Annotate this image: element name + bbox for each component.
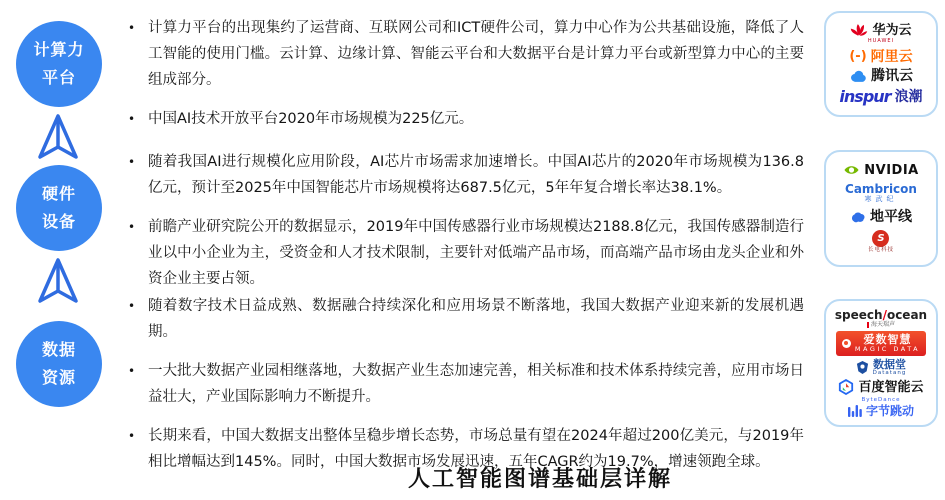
- speechocean-left: speech: [834, 308, 883, 323]
- logo-horizon-label: 地平线: [870, 208, 912, 225]
- logo-cambricon: [845, 183, 917, 203]
- logo-magic-data-en: MAGIC DATA: [854, 345, 921, 354]
- datatang-emblem-icon: [856, 361, 869, 374]
- logo-nvidia-label: NVIDIA: [864, 162, 919, 178]
- bytedance-bars-icon: [848, 405, 862, 417]
- bullet-text: 前瞻产业研究院公开的数据显示，2019年中国传感器行业市场规模达2188.8亿元，我国传感器制造行业以中小企业为主，受资金和人才技术限制，主要针对低端产品市场，而高端产品市场由龙头企业和外资企业主要占领。: [148, 219, 804, 287]
- logo-speechocean-cn: 海天瑞声: [867, 322, 895, 328]
- bytedance-row: [848, 405, 914, 417]
- magic-data-paw-icon: [842, 339, 851, 348]
- page-title: 人工智能图谱基础层详解: [407, 467, 672, 492]
- baidu-hexagon-icon: [838, 379, 854, 395]
- up-arrow-icon: [33, 113, 83, 161]
- speechocean-right: ocean: [886, 308, 928, 323]
- logo-jcet-label: 长电科技: [867, 247, 894, 253]
- jcet-circle-icon: S: [872, 230, 889, 247]
- alibaba-bracket-icon: (-): [849, 49, 867, 65]
- stage-label-line: 数据: [41, 340, 76, 359]
- logo-alibaba-cloud: [849, 50, 912, 64]
- logo-nvidia: [843, 164, 918, 177]
- speechocean-red-mark: /: [882, 308, 887, 323]
- logo-baidu-ai-cloud: [838, 379, 923, 395]
- logo-horizon-robotics: [850, 210, 912, 224]
- bullet-text: 随着我国AI进行规模化应用阶段，AI芯片市场需求加速增长。中国AI芯片的2020年市场规模为136.8亿元，预计至2025年中国智能芯片市场规模将达687.5亿元，5年年复合增长率达38.1%。: [148, 154, 804, 196]
- logo-huawei-subtext: HUAWEI: [867, 38, 895, 45]
- bullets-data-resources: [128, 293, 804, 488]
- bullet-text: 长期来看，中国大数据支出整体呈稳步增长态势，市场总量有望在2024年超过200亿美元，与2019年相比增幅达到145%。同时，中国大数据市场发展迅速，五年CAGR约为19.7%，增速领跑全球。: [148, 428, 804, 470]
- logo-inspur: [839, 86, 923, 106]
- nvidia-eye-icon: [843, 164, 860, 176]
- logo-datatang: [856, 359, 907, 377]
- bullet-text: 计算力平台的出现集约了运营商、互联网公司和ICT硬件公司，算力中心作为公共基础设施，降低了人工智能的使用门槛。云计算、边缘计算、智能云平台和大数据平台是计算力平台或新型算力中心的主要组成部分。: [148, 20, 804, 88]
- stage-circle-data-resources: [16, 321, 102, 407]
- logo-bytedance-cn: 字节跳动: [865, 403, 914, 418]
- up-arrow-icon: [33, 257, 83, 305]
- logo-alibaba-label: 阿里云: [870, 48, 913, 65]
- datatang-text: [873, 359, 907, 377]
- bullet-marker: •: [128, 364, 136, 378]
- huawei-petals-icon: [850, 23, 868, 38]
- horizon-brain-icon: [850, 211, 866, 223]
- logo-jcet: [868, 230, 894, 254]
- bullet-marker: •: [128, 21, 136, 35]
- logo-card-hardware: [824, 150, 938, 267]
- bullet-marker: •: [128, 220, 136, 234]
- logo-magic-data: [836, 331, 926, 356]
- logo-huawei-label: 华为云: [872, 23, 912, 39]
- bullets-computing-platform: [128, 15, 804, 145]
- stage-circle-hardware: [16, 165, 102, 251]
- logo-card-data-resources: [824, 299, 938, 427]
- logo-tencent-cloud: [849, 69, 913, 83]
- bullet-marker: •: [128, 299, 136, 313]
- logo-tencent-label: 腾讯云: [871, 68, 913, 85]
- bullet-item: [128, 106, 804, 132]
- bullet-text: 随着数字技术日益成熟、数据融合持续深化和应用场景不断落地，我国大数据产业迎来新的发展机遇期。: [148, 298, 804, 340]
- stage-label-line: 设备: [41, 212, 76, 231]
- bullet-marker: •: [128, 429, 136, 443]
- logo-speechocean: [835, 309, 927, 328]
- stage-label-line: 资源: [41, 368, 76, 387]
- bullet-text: 一大批大数据产业园相继落地，大数据产业生态加速完善，相关标准和技术体系持续完善，应用市场日益壮大，产业国际影响力不断提升。: [148, 363, 804, 405]
- logo-cambricon-cn: 寒武纪: [864, 195, 898, 203]
- logo-huawei-cloud: [850, 23, 911, 44]
- bullets-hardware: [128, 149, 804, 305]
- logo-magic-data-cn: 爱数智慧: [863, 333, 912, 347]
- bullet-marker: •: [128, 112, 136, 126]
- logo-bytedance: [848, 398, 914, 417]
- bullet-item: [128, 15, 804, 93]
- logo-datatang-en: Datatang: [872, 369, 907, 376]
- tencent-cloud-icon: [849, 70, 867, 83]
- bullet-item: [128, 214, 804, 292]
- bullet-item: [128, 149, 804, 201]
- logo-huawei-row: [850, 23, 911, 38]
- logo-card-computing-platform: [824, 11, 938, 117]
- stage-label-line: 计算力: [33, 40, 85, 59]
- stage-label-line: 平台: [41, 68, 76, 87]
- stage-circle-computing-platform: [16, 21, 102, 107]
- bullet-marker: •: [128, 155, 136, 169]
- bullet-text: 中国AI技术开放平台2020年市场规模为225亿元。: [148, 111, 474, 127]
- logo-bytedance-en: ByteDance: [861, 397, 901, 404]
- bullet-item: [128, 358, 804, 410]
- logo-speechocean-wordmark: [835, 309, 927, 321]
- logo-inspur-en: inspur: [839, 86, 891, 106]
- logo-baidu-label: 百度智能云: [858, 379, 924, 395]
- logo-cambricon-en: Cambricon: [845, 182, 917, 196]
- logo-inspur-cn: 浪潮: [894, 88, 923, 105]
- stage-label-line: 硬件: [41, 184, 76, 203]
- magic-data-text: [855, 334, 920, 353]
- logo-datatang-cn: 数据堂: [872, 357, 906, 371]
- bullet-item: [128, 293, 804, 345]
